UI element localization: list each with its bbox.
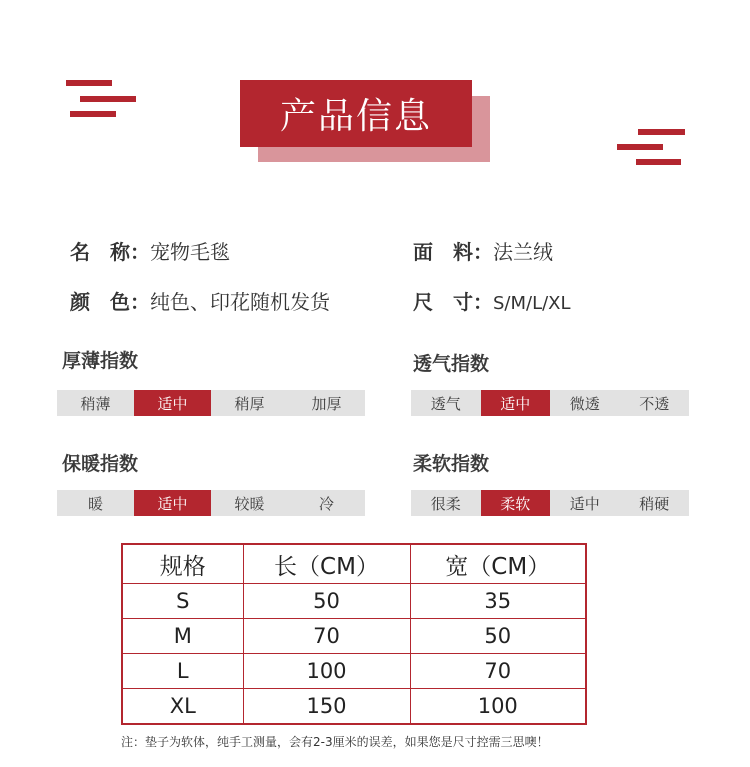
size-table-cell: 50 <box>243 584 410 619</box>
info-material <box>413 236 553 265</box>
decor-stripe <box>80 96 136 102</box>
index-option: 较暖 <box>234 494 265 513</box>
size-table-cell: S <box>122 584 243 619</box>
index-title-breathability: 透气指数 <box>413 353 490 375</box>
size-note: 注：垫子为软体，纯手工测量，会有2-3厘米的误差，如果您是尺寸控需三思噢！ <box>121 735 549 749</box>
index-scale-softness <box>411 490 689 516</box>
decor-stripe <box>70 111 116 117</box>
size-table-header-cell: 长（CM） <box>243 544 410 584</box>
index-option: 冷 <box>318 494 334 513</box>
index-scale-breathability <box>411 390 689 416</box>
index-option: 稍硬 <box>639 494 670 513</box>
index-option: 微透 <box>569 394 600 413</box>
size-table-cell: 35 <box>410 584 586 619</box>
info-name-label: 名 称： <box>70 240 150 264</box>
size-table-row <box>122 653 586 688</box>
size-table <box>121 543 587 725</box>
size-table-row <box>122 688 586 724</box>
size-table-cell: 70 <box>243 618 410 653</box>
info-name <box>70 236 230 265</box>
index-scale-thickness <box>57 390 365 416</box>
size-table-row <box>122 584 586 619</box>
index-option: 稍薄 <box>80 394 111 413</box>
size-table-cell: 50 <box>410 618 586 653</box>
size-table-row <box>122 618 586 653</box>
size-table-cell: XL <box>122 688 243 724</box>
index-option: 很柔 <box>430 494 461 513</box>
index-option-selected: 适中 <box>134 390 211 416</box>
size-table-cell: 100 <box>410 688 586 724</box>
index-title-thickness: 厚薄指数 <box>62 350 139 372</box>
info-material-label: 面 料： <box>413 240 493 264</box>
size-table-header-cell: 宽（CM） <box>410 544 586 584</box>
index-title-softness: 柔软指数 <box>413 453 490 475</box>
decor-stripe <box>66 80 112 86</box>
index-option: 加厚 <box>311 394 342 413</box>
decor-stripe <box>636 159 681 165</box>
size-table-header-cell: 规格 <box>122 544 243 584</box>
info-name-value: 宠物毛毯 <box>150 240 230 264</box>
info-color-value: 纯色、印花随机发货 <box>150 290 330 314</box>
index-option: 稍厚 <box>234 394 265 413</box>
index-scale-warmth <box>57 490 365 516</box>
size-table-cell: 150 <box>243 688 410 724</box>
size-table-cell: 100 <box>243 653 410 688</box>
size-table-cell: L <box>122 653 243 688</box>
page-title: 产品信息 <box>240 80 472 147</box>
index-option-selected: 柔软 <box>481 490 551 516</box>
index-option: 适中 <box>569 494 600 513</box>
info-color-label: 颜 色： <box>70 290 150 314</box>
index-option: 暖 <box>87 494 103 513</box>
index-option: 不透 <box>639 394 670 413</box>
info-size-label: 尺 寸： <box>413 290 493 314</box>
index-option-selected: 适中 <box>134 490 211 516</box>
index-option: 透气 <box>430 394 461 413</box>
decor-stripe <box>638 129 685 135</box>
index-title-warmth: 保暖指数 <box>62 453 139 475</box>
index-option-selected: 适中 <box>481 390 551 416</box>
info-color <box>70 286 330 315</box>
info-size-value: S/M/L/XL <box>493 293 571 314</box>
size-table-cell: 70 <box>410 653 586 688</box>
info-material-value: 法兰绒 <box>493 240 553 264</box>
size-table-header <box>122 544 586 584</box>
decor-stripe <box>617 144 663 150</box>
info-size <box>413 286 571 315</box>
size-table-cell: M <box>122 618 243 653</box>
